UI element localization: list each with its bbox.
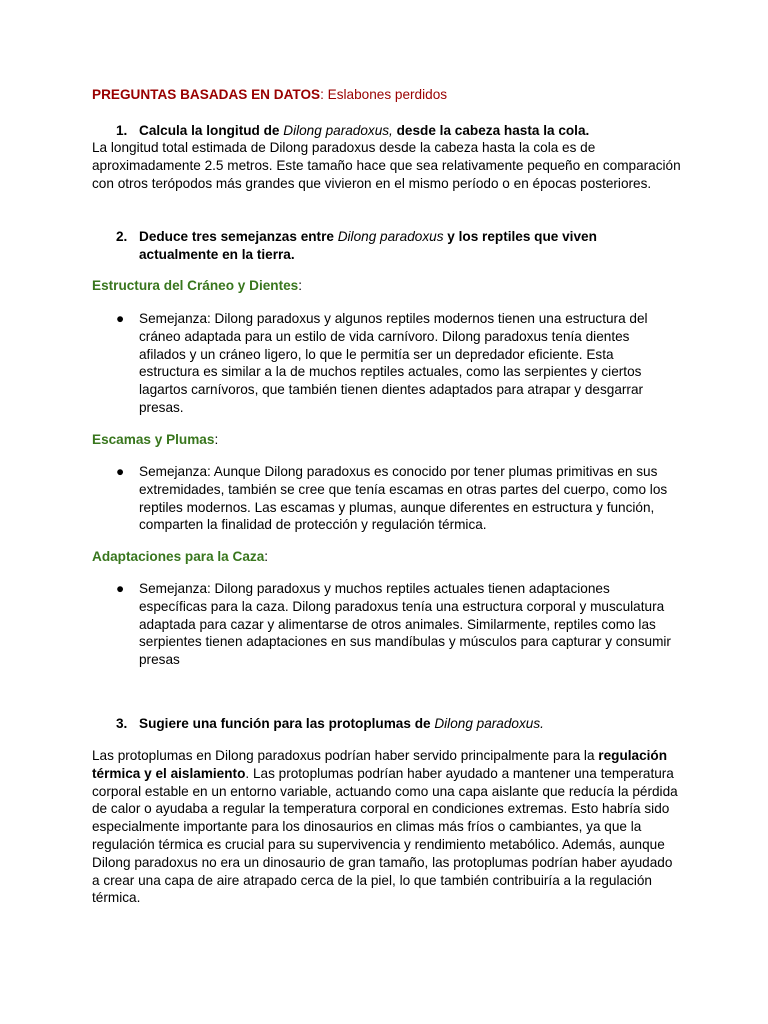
- section-heading-scales-text: Escamas y Plumas: [92, 432, 215, 447]
- answer-3-emphasis: regulación térmica y el aislamiento: [92, 748, 668, 781]
- section-heading-scales-colon: :: [214, 432, 219, 447]
- bullet-scales-text: Semejanza: Aunque Dilong paradoxus es conocido por tener plumas primitivas en sus extremidades, también se cree que tenía escamas en otras partes del cuerpo, como los reptiles modernos. Las escamas y plumas, aunque diferentes en estructura y función, comparten la finalidad de protección y regulación térmica.: [139, 464, 668, 533]
- question-1-text-end: desde la cabeza hasta la cola.: [392, 123, 590, 138]
- answer-3-rest: . Las protoplumas podrían haber ayudado a mantener una temperatura corporal estable en un entorno variable, actuando como una capa aislante que reducía la pérdida de calor o ayudaba a regular la temperatura corporal en condiciones extremas. Esto habría sido especialmente importante para los dinosaurios en climas más fríos o cambiantes, ya que la regulación térmica es crucial para su supervivencia y rendimiento metabólico. Además, aunque Dilong paradoxus no era un dinosaurio de gran tamaño, las protoplumas podrían haber ayudado a crear una capa de aire atrapado cerca de la piel, lo que también contribuiría a la regulación térmica.: [92, 765, 678, 906]
- question-1: [116, 122, 636, 140]
- section-heading-hunting: [92, 548, 268, 566]
- question-1-number: 1.: [116, 123, 128, 138]
- bullet-icon: ●: [116, 311, 125, 326]
- section-heading-scales: [92, 431, 218, 449]
- question-2-species: Dilong paradoxus: [337, 229, 444, 244]
- section-heading-skull-text: Estructura del Cráneo y Dientes: [92, 278, 299, 293]
- question-1-text: Calcula la longitud de: [139, 123, 284, 138]
- answer-3: [92, 747, 682, 907]
- answer-3-start: Las protoplumas en Dilong paradoxus podrían haber servido principalmente para la: [92, 748, 599, 763]
- answer-1: La longitud total estimada de Dilong paradoxus desde la cabeza hasta la cola es de aproximadamente 2.5 metros. Este tamaño hace que sea relativamente pequeño en comparación con otros terópodos más grandes que vivieron en el mismo período o en épocas posteriores.: [92, 140, 681, 191]
- question-3-species: Dilong paradoxus.: [434, 716, 544, 731]
- question-2-text: Deduce tres semejanzas entre: [139, 229, 338, 244]
- section-heading-hunting-colon: :: [264, 549, 269, 564]
- question-2-text-end: y los reptiles que viven actualmente en la tierra.: [139, 229, 597, 262]
- question-3-text: Sugiere una función para las protoplumas de: [139, 716, 435, 731]
- question-3-number: 3.: [116, 716, 128, 731]
- title-bold: PREGUNTAS BASADAS EN DATOS: [92, 87, 321, 102]
- section-heading-hunting-text: Adaptaciones para la Caza: [92, 549, 265, 564]
- section-heading-skull-colon: :: [298, 278, 303, 293]
- question-3: [116, 715, 636, 733]
- bullet-skull-text: Semejanza: Dilong paradoxus y algunos reptiles modernos tienen una estructura del cráneo adaptada para un estilo de vida carnívoro. Dilong paradoxus tenía dientes afilados y un cráneo ligero, lo que le permitía ser un depredador eficiente. Esta estructura es similar a la de muchos reptiles actuales, como las serpientes y ciertos lagartos carnívoros, que también tienen dientes adaptados para atrapar y desgarrar presas.: [139, 311, 648, 415]
- question-2-number: 2.: [116, 229, 128, 244]
- bullet-icon: ●: [116, 581, 125, 596]
- question-2: [116, 228, 636, 264]
- bullet-icon: ●: [116, 464, 125, 479]
- bullet-hunting: [116, 580, 676, 669]
- bullet-skull: [116, 310, 676, 417]
- title-rest: : Eslabones perdidos: [320, 87, 448, 102]
- bullet-scales: [116, 463, 676, 534]
- section-heading-skull: [92, 277, 302, 295]
- page-title: [92, 86, 682, 104]
- question-1-species: Dilong paradoxus,: [283, 123, 393, 138]
- bullet-hunting-text: Semejanza: Dilong paradoxus y muchos reptiles actuales tienen adaptaciones específicas para la caza. Dilong paradoxus tenía una estructura corporal y musculatura adaptada para cazar y alimentarse de otros animales. Similarmente, reptiles como las serpientes tienen adaptaciones en sus mandíbulas y músculos para capturar y consumir presas: [139, 581, 671, 668]
